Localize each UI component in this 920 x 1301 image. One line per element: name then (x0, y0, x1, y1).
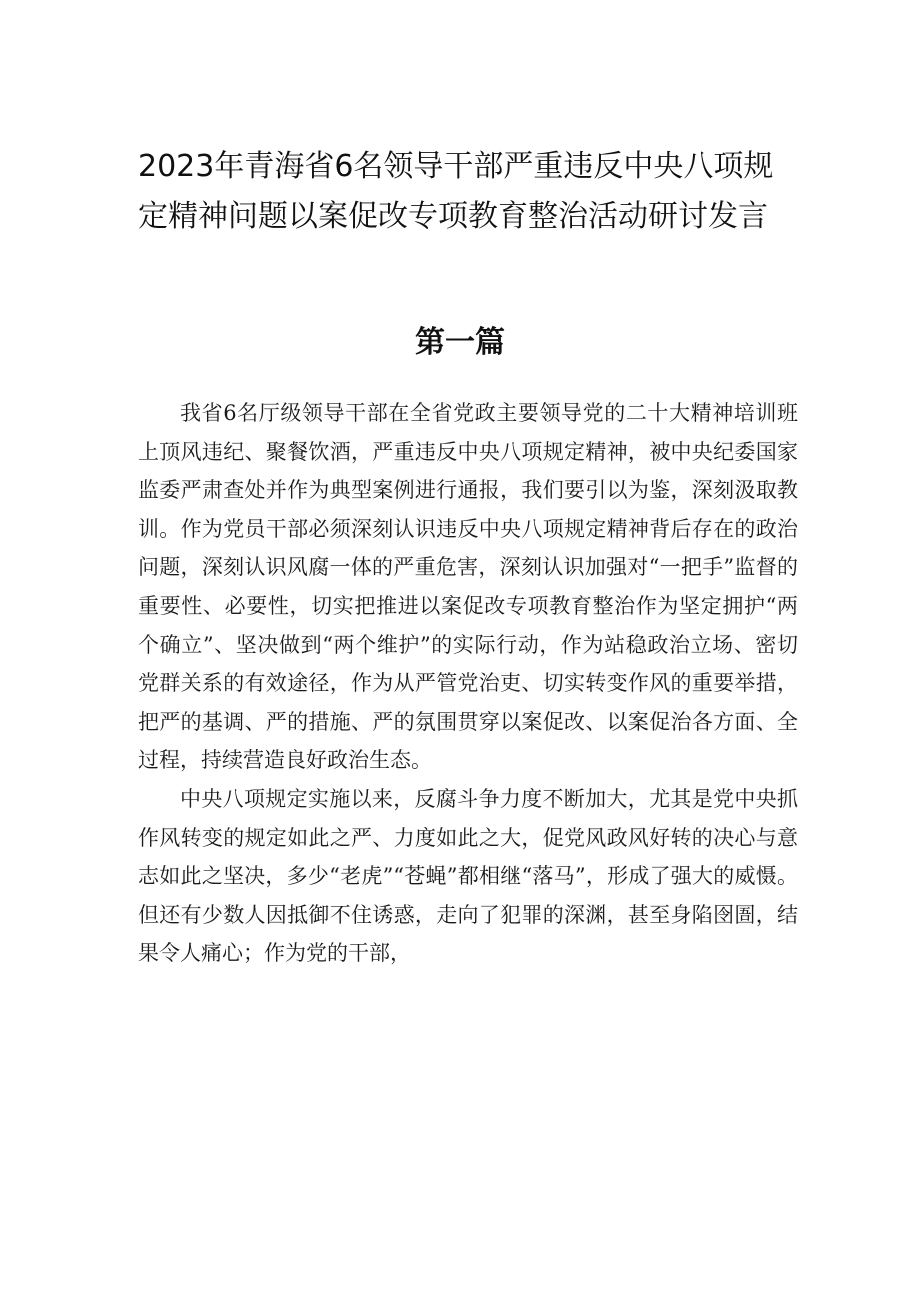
paragraph-2: 中央八项规定实施以来，反腐斗争力度不断加大，尤其是党中央抓作风转变的规定如此之严、力度如此之大，促党风政风好转的决心与意志如此之坚决，多少“老虎”“苍蝇”都相继“落马”，形成了强大的威慑。但还有少数人因抵御不住诱惑，走向了犯罪的深渊，甚至身陷囹圄，结果令人痛心；作为党的干部， (138, 786, 798, 966)
document-title: 2023年青海省6名领导干部严重违反中央八项规定精神问题以案促改专项教育整治活动研讨发言 (138, 149, 774, 234)
document-body (138, 394, 798, 973)
paragraph-1: 我省6名厅级领导干部在全省党政主要领导党的二十大精神培训班上顶风违纪、聚餐饮酒，严重违反中央八项规定精神，被中央纪委国家监委严肃查处并作为典型案例进行通报，我们要引以为鉴，深刻汲取教训。作为党员干部必须深刻认识违反中央八项规定精神背后存在的政治问题，深刻认识风腐一体的严重危害，深刻认识加强对“一把手”监督的重要性、必要性，切实把推进以案促改专项教育整治作为坚定拥护“两个确立”、坚决做到“两个维护”的实际行动，作为站稳政治立场、密切党群关系的有效途径，作为从严管党治吏、切实转变作风的重要举措，把严的基调、严的措施、严的氛围贯穿以案促改、以案促治各方面、全过程，持续营造良好政治生态。 (138, 401, 798, 773)
section-heading: 第一篇 (415, 325, 505, 360)
